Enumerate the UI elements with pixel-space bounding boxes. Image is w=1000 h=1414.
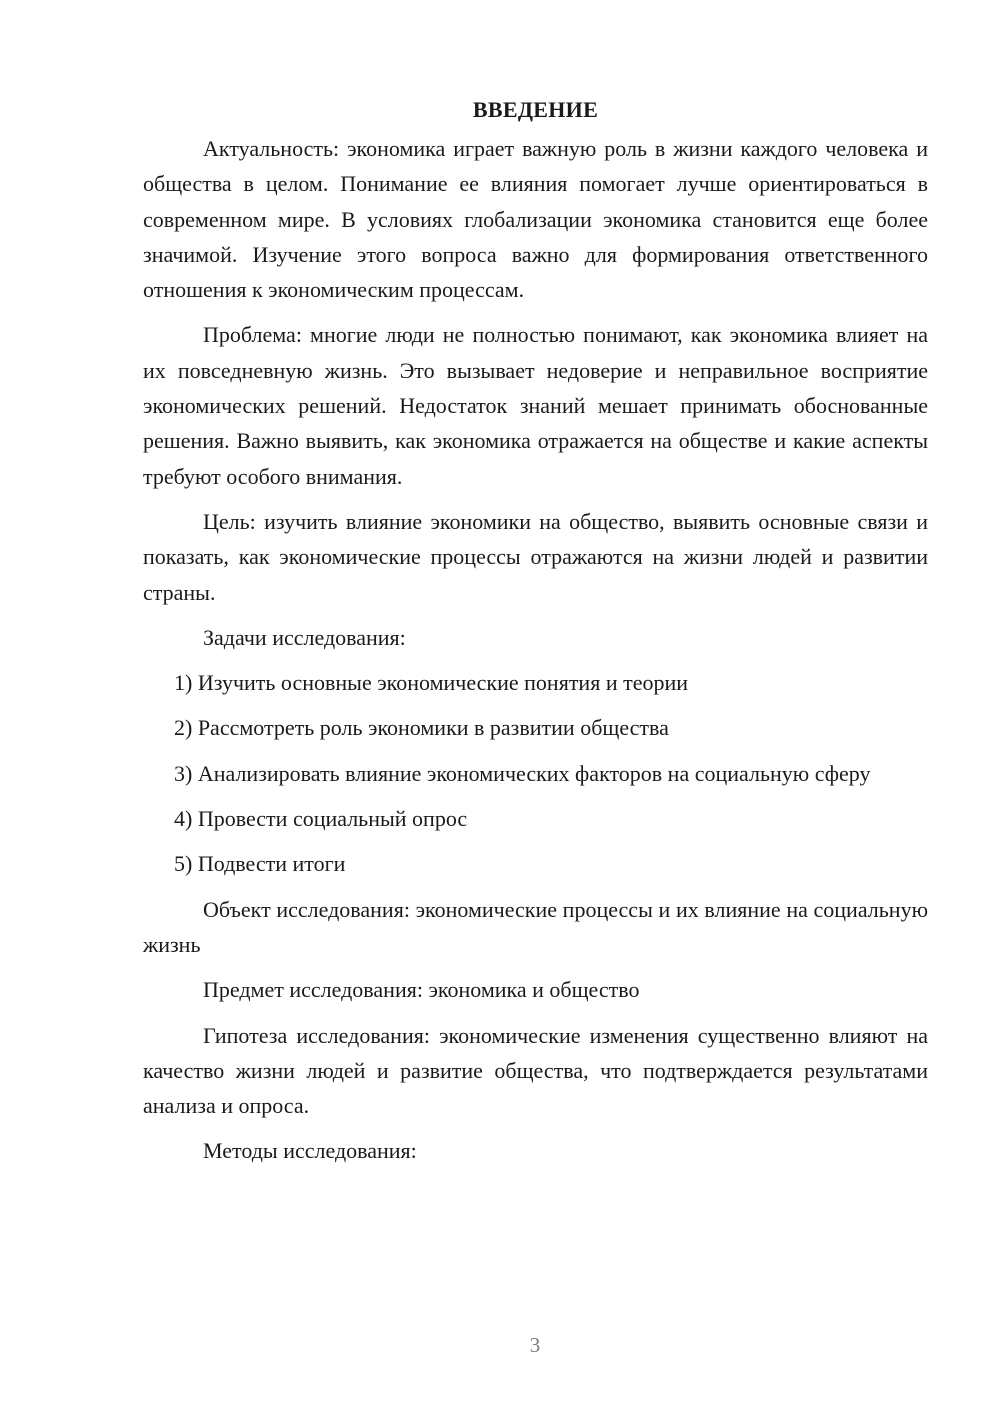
task-item-3: 3) Анализировать влияние экономических факторов на социальную сферу [174, 760, 871, 786]
task-item-4: 4) Провести социальный опрос [174, 806, 468, 832]
task-item-2: 2) Рассмотреть роль экономики в развитии общества [174, 715, 669, 741]
methods-heading: Методы исследования: [203, 1138, 417, 1164]
task-item-1: 1) Изучить основные экономические понятия и теории [174, 670, 689, 696]
subject-paragraph: Предмет исследования: экономика и общество [203, 977, 640, 1003]
object-paragraph: Объект исследования: экономические процессы и их влияние на социальную жизнь [143, 896, 928, 957]
relevance-paragraph: Актуальность: экономика играет важную роль в жизни каждого человека и общества в целом. Понимание ее влияния помогает лучше ориентироваться в современном мире. В условиях глобализации экономика становится еще более значимой. Изучение этого вопроса важно для формирования ответственного отношения к экономическим процессам. [143, 136, 928, 303]
problem-paragraph: Проблема: многие люди не полностью понимают, как экономика влияет на их повседневную жизнь. Это вызывает недоверие и неправильное восприятие экономических решений. Недостаток знаний мешает принимать обоснованные решения. Важно выявить, как экономика отражается на обществе и какие аспекты требуют особого внимания. [143, 322, 928, 489]
tasks-heading: Задачи исследования: [203, 624, 406, 650]
task-item-5: 5) Подвести итоги [174, 851, 346, 877]
document-page [143, 92, 928, 1169]
goal-paragraph: Цель: изучить влияние экономики на общество, выявить основные связи и показать, как экономические процессы отражаются на жизни людей и развитии страны. [143, 508, 928, 605]
section-title: ВВЕДЕНИЕ [472, 97, 599, 122]
hypothesis-paragraph: Гипотеза исследования: экономические изменения существенно влияют на качество жизни людей и развитие общества, что подтверждается результатами анализа и опроса. [143, 1022, 928, 1119]
page-number: 3 [529, 1333, 541, 1357]
